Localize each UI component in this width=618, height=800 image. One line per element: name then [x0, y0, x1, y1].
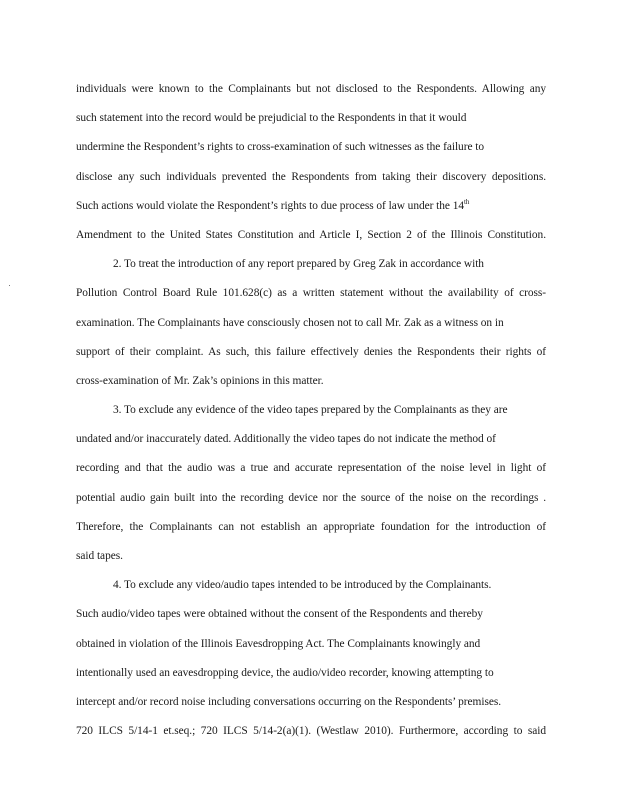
body-line: disclose any such individuals prevented the Respondents from taking their discovery depositions.: [76, 170, 546, 183]
body-line: examination. The Complainants have consciously chosen not to call Mr. Zak as a witness on in: [76, 316, 504, 329]
paragraph-2-first-line: 2. To treat the introduction of any report prepared by Greg Zak in accordance with: [113, 258, 484, 271]
body-line: 720 ILCS 5/14-1 et.seq.; 720 ILCS 5/14-2(a)(1). (Westlaw 2010). Furthermore, according to said: [76, 725, 546, 738]
body-line: cross-examination of Mr. Zak’s opinions in this matter.: [76, 374, 324, 387]
body-line: recording and that the audio was a true and accurate representation of the noise level in light of: [76, 462, 546, 475]
paragraph-4-first-line: 4. To exclude any video/audio tapes intended to be introduced by the Complainants.: [113, 579, 492, 592]
paragraph-3-first-line: 3. To exclude any evidence of the video tapes prepared by the Complainants as they are: [113, 404, 508, 417]
body-line: support of their complaint. As such, this failure effectively denies the Respondents their rights of: [76, 345, 546, 358]
body-line: individuals were known to the Complainants but not disclosed to the Respondents. Allowing any: [76, 83, 546, 95]
body-line: potential audio gain built into the recording device nor the source of the noise on the recordings .: [76, 491, 546, 504]
body-line: said tapes.: [76, 550, 123, 562]
document-body: [76, 82, 546, 753]
body-line: [76, 199, 546, 213]
body-line: Such audio/video tapes were obtained without the consent of the Respondents and thereby: [76, 608, 483, 621]
body-line: Amendment to the United States Constitution and Article I, Section 2 of the Illinois Constitution.: [76, 228, 546, 241]
body-line: Therefore, the Complainants can not establish an appropriate foundation for the introduction of: [76, 520, 546, 533]
body-line: Pollution Control Board Rule 101.628(c) as a written statement without the availability of cross-: [76, 287, 546, 300]
body-line: intentionally used an eavesdropping device, the audio/video recorder, knowing attempting to: [76, 666, 494, 679]
body-line: intercept and/or record noise including conversations occurring on the Respondents’ premises.: [76, 695, 502, 708]
body-line-text: Such actions would violate the Respondent’s rights to due process of law under the 14: [76, 199, 465, 212]
body-line: such statement into the record would be prejudicial to the Respondents in that it would: [76, 112, 467, 125]
body-line: undated and/or inaccurately dated. Additionally the video tapes do not indicate the method of: [76, 433, 496, 446]
ordinal-superscript: th: [464, 197, 470, 206]
scan-speck: [9, 285, 10, 286]
body-line: obtained in violation of the Illinois Eavesdropping Act. The Complainants knowingly and: [76, 637, 481, 650]
body-line: undermine the Respondent’s rights to cross-examination of such witnesses as the failure to: [76, 141, 485, 154]
